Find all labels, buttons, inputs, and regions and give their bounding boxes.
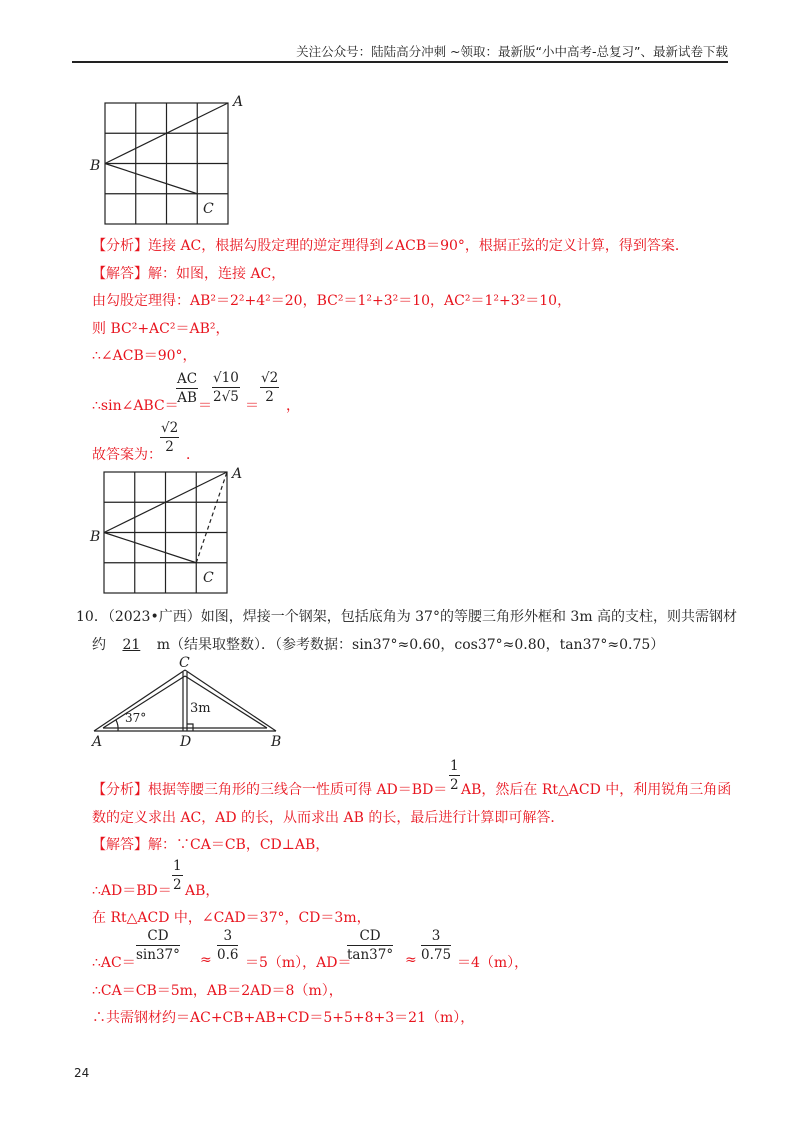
q9-sin-frac-3: √2 2	[261, 370, 279, 405]
q10-answer-intro: 【解答】解：∵CA＝CB，CD⊥AB，	[92, 837, 330, 853]
q9-answer-intro: 【解答】解：如图，连接 AC，	[92, 266, 286, 282]
q10-ad-half: 1 2	[173, 858, 182, 893]
fig3-height-label: 3m	[190, 701, 211, 716]
fig2-label-a: A	[232, 466, 243, 482]
fig2-label-c: C	[203, 570, 214, 586]
q10-ad-suffix: AB，	[185, 883, 220, 899]
q10-answer-blank: 21	[122, 637, 141, 653]
q9-final-prefix: 故答案为：	[92, 447, 162, 463]
q10-analysis-b: AB，然后在 Rt△ACD 中，利用锐角三角函	[461, 782, 732, 798]
fig3-label-d: D	[180, 734, 192, 750]
fig1-label-c: C	[203, 201, 214, 217]
q10-rt-line: 在 Rt△ACD 中，∠CAD＝37°，CD＝3m，	[92, 910, 371, 926]
q9-line3: ∴∠ACB＝90°，	[92, 348, 197, 364]
q9-line1: 由勾股定理得：AB²＝2²+4²＝20，BC²＝1²+3²＝10，AC²＝1²+3²＝10，	[92, 293, 572, 309]
page-header: 关注公众号：陆陆高分冲刺 ~领取：最新版“小中高考-总复习”、最新试卷下载	[296, 44, 728, 59]
triangle-figure	[92, 668, 282, 738]
fig3-label-a: A	[92, 734, 103, 750]
q10-line2: 约 21 m（结果取整数）．（参考数据：sin37°≈0.60，cos37°≈0.80，tan37°≈0.75）	[92, 637, 665, 653]
q10-line1: 10．（2023•广西）如图，焊接一个钢架，包括底角为 37°的等腰三角形外框和 3m 高的支柱，则共需钢材	[76, 609, 738, 625]
q10-total-line: ∴共需钢材约＝AC+CB+AB+CD＝5+5+8+3＝21（m），	[92, 1010, 475, 1026]
fig3-label-c: C	[179, 655, 190, 671]
q10-ad-approx: ≈	[405, 952, 417, 968]
q9-sin-frac-1: AC AB	[177, 371, 198, 406]
q10-ac-frac-2: 3 0.6	[217, 928, 239, 963]
q9-analysis: 【分析】连接 AC，根据勾股定理的逆定理得到∠ACB＝90°，根据正弦的定义计算，得到答案．	[92, 238, 689, 254]
q9-sin-end: ，	[286, 398, 300, 414]
q9-final-frac: √2 2	[161, 420, 179, 455]
q9-sin-eq1: ＝	[198, 398, 212, 414]
q10-ad-frac-1: CD tan37°	[347, 928, 394, 963]
q9-line2: 则 BC²+AC²＝AB²，	[92, 321, 230, 337]
page-number: 24	[74, 1066, 90, 1080]
fig3-angle-label: 37°	[125, 711, 147, 725]
q9-sin-frac-2: √10 2√5	[213, 370, 239, 405]
fig1-label-b: B	[90, 158, 101, 174]
q10-ad-prefix: ∴AD＝BD＝	[92, 883, 172, 899]
q10-ac-prefix: ∴AC＝	[92, 955, 136, 971]
q10-ca-line: ∴CA＝CB＝5m，AB＝2AD＝8（m），	[92, 983, 343, 999]
fig2-label-b: B	[90, 529, 101, 545]
q9-final-end: ．	[186, 447, 200, 463]
q10-ac-result: ＝5（m），AD＝	[245, 955, 352, 971]
q10-analysis-a: 【分析】根据等腰三角形的三线合一性质可得 AD＝BD＝	[92, 782, 448, 798]
fig3-label-b: B	[271, 734, 282, 750]
q10-ad-result: ＝4（m），	[457, 955, 529, 971]
fig1-label-a: A	[233, 94, 244, 110]
q10-analysis-line2: 数的定义求出 AC，AD 的长，从而求出 AB 的长，最后进行计算即可解答．	[92, 810, 565, 826]
q9-sin-prefix: ∴sin∠ABC＝	[92, 398, 179, 414]
q10-ac-frac-1: CD sin37°	[136, 928, 180, 963]
q10-ad-frac-2: 3 0.75	[421, 928, 452, 963]
q10-analysis-half: 1 2	[450, 758, 459, 793]
q9-sin-eq2: ＝	[245, 398, 259, 414]
q10-ac-approx: ≈	[200, 952, 212, 968]
header-divider	[72, 61, 728, 63]
